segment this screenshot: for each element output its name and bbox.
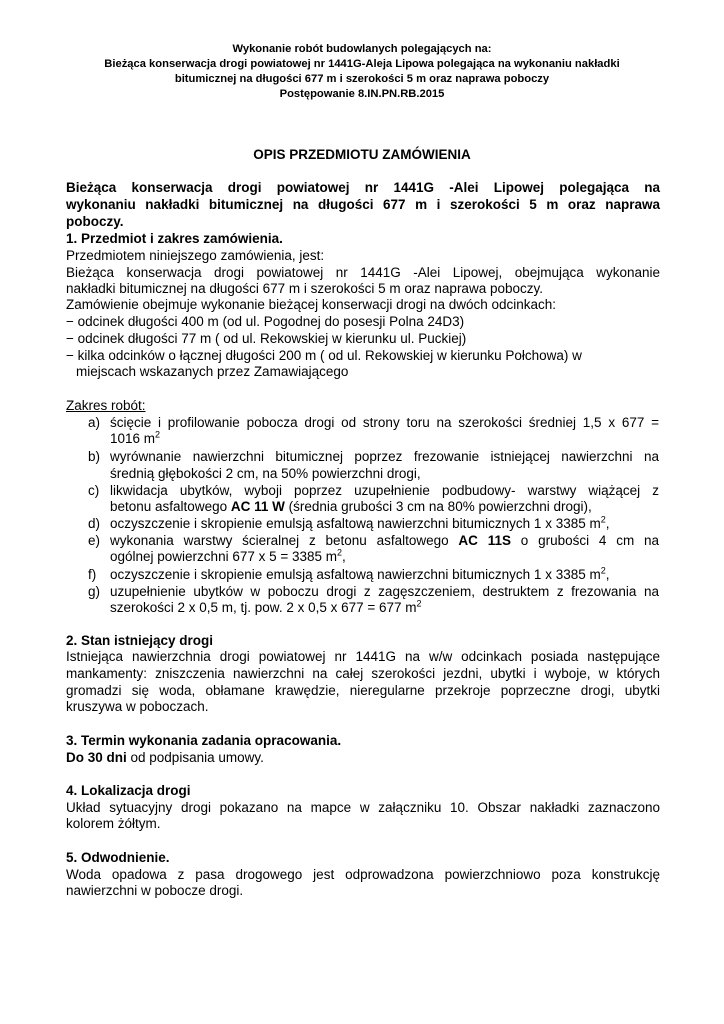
section-1-dash-3-cont: miejscach wskazanych przez Zamawiającego: [76, 364, 349, 379]
section-2-line-4: kruszywa w poboczach.: [66, 699, 209, 714]
header-line-3: bitumicznej na długości 677 m i szerokości 5 m oraz naprawa poboczy: [174, 73, 550, 85]
item-b-label: b): [88, 449, 101, 464]
section-1-dash-2: − odcinek długości 77 m ( od ul. Rekowskiej w kierunku ul. Puckiej): [66, 331, 467, 346]
section-1-heading: 1. Przedmiot i zakres zamówienia.: [66, 231, 283, 246]
item-f-line-1: oczyszczenie i skropienie emulsją asfaltową nawierzchni bitumicznych 1 x 3385 $m^2$,: [110, 565, 610, 582]
item-a-line-1: ścięcie i profilowanie pobocza drogi od strony toru na szerokości średniej 1,5 x 677 =: [110, 415, 659, 430]
subject-line-1: Bieżąca konserwacja drogi powiatowej nr 1441G -Alei Lipowej polegająca na: [66, 180, 660, 195]
section-1-scope-line-2: nakładki bitumicznej na długości 677 m i szerokości 5 m oraz naprawa poboczy.: [66, 281, 543, 296]
section-5-line-2: nawierzchni w pobocze drogi.: [66, 883, 244, 898]
section-1-scope-line-1: Bieżąca konserwacja drogi powiatowej nr 1441G -Alei Lipowej, obejmująca wykonanie: [66, 265, 660, 280]
header-line-1: Wykonanie robót budowlanych polegających na:: [232, 43, 492, 55]
item-d-line-1: oczyszczenie i skropienie emulsją asfaltową nawierzchni bitumicznych 1 x 3385 $m^2$,: [110, 514, 610, 531]
item-b-line-1: wyrównanie nawierzchni bitumicznej poprzez frezowanie istniejącej nawierzchni na: [110, 449, 659, 464]
document-title: OPIS PRZEDMIOTU ZAMÓWIENIA: [253, 147, 471, 162]
item-a-line-2: 1016 $m^2$: [110, 429, 161, 446]
item-c-line-2: betonu asfaltowego AC 11 W (średnia grubości 3 cm na 80% powierzchni drogi),: [110, 499, 592, 514]
header-line-4: Postępowanie 8.IN.PN.RB.2015: [279, 88, 445, 100]
item-c-line-1: likwidacja ubytków, wyboji poprzez uzupełnienie podbudowy- warstwy wiążącej z: [110, 483, 659, 498]
item-g-line-1: uzupełnienie ubytków w poboczu drogi z zagęszczeniem, destruktem z frezowania na: [110, 584, 659, 599]
section-5-heading: 5. Odwodnienie.: [66, 850, 170, 865]
section-4-line-2: kolorem żółtym.: [66, 816, 161, 831]
subject-line-3: poboczy.: [66, 214, 124, 229]
section-1-dash-1: − odcinek długości 400 m (od ul. Pogodnej do posesji Polna 24D3): [66, 314, 465, 329]
header-line-2: Bieżąca konserwacja drogi powiatowej nr 1441G-Aleja Lipowa polegająca na wykonaniu nakładki: [104, 58, 620, 70]
item-g-label: g): [88, 584, 101, 599]
works-scope-label: Zakres robót:: [66, 398, 146, 413]
item-e-line-1: wykonania warstwy ścieralnej z betonu asfaltowego AC 11S o grubości 4 cm na: [110, 533, 659, 548]
section-2-line-3: gromadzi się woda, obłamane krawędzie, nieregularne przekroje poprzeczne drogi, ubytki: [66, 683, 660, 698]
section-4-line-1: Układ sytuacyjny drogi pokazano na mapce w załączniku 10. Obszar nakładki zaznaczono: [66, 800, 660, 815]
section-1-sections-intro: Zamówienie obejmuje wykonanie bieżącej konserwacji drogi na dwóch odcinkach:: [66, 297, 557, 312]
item-f-label: f): [88, 567, 97, 582]
section-4-heading: 4. Lokalizacja drogi: [66, 783, 191, 798]
item-e-line-2: ogólnej powierzchni 677 x 5 = 3385 $m^2$,: [110, 547, 346, 564]
item-c-label: c): [88, 483, 100, 498]
section-5-line-1: Woda opadowa z pasa drogowego jest odprowadzona powierzchniowo poza konstrukcję: [66, 867, 660, 882]
item-g-line-2: szerokości 2 x 0,5 m, tj. pow. 2 x 0,5 x 677 = 677 $m^2$: [110, 598, 422, 615]
section-1-intro: Przedmiotem niniejszego zamówienia, jest:: [66, 248, 325, 263]
section-3-deadline: Do 30 dni od podpisania umowy.: [66, 750, 264, 765]
section-1-dash-3: − kilka odcinków o łącznej długości 200 m ( od ul. Rekowskiej w kierunku Połchowa) w: [66, 348, 582, 363]
section-2-line-2: mankamenty: zniszczenia nawierzchni na całej szerokości jezdni, ubytki i wyboje, w których: [66, 666, 660, 681]
section-2-heading: 2. Stan istniejący drogi: [66, 633, 214, 648]
subject-line-2: wykonaniu nakładki bitumicznej na długości 677 m i szerokości 5 m oraz naprawa: [66, 197, 660, 212]
item-b-line-2: średnią głębokości 2 cm, na 50% powierzchni drogi,: [110, 466, 421, 481]
item-a-label: a): [88, 415, 101, 430]
item-d-label: d): [88, 516, 101, 531]
section-2-line-1: Istniejąca nawierzchnia drogi powiatowej nr 1441G na w/w odcinkach posiada następujące: [66, 649, 660, 664]
section-3-heading: 3. Termin wykonania zadania opracowania.: [66, 733, 342, 748]
item-e-label: e): [88, 533, 101, 548]
